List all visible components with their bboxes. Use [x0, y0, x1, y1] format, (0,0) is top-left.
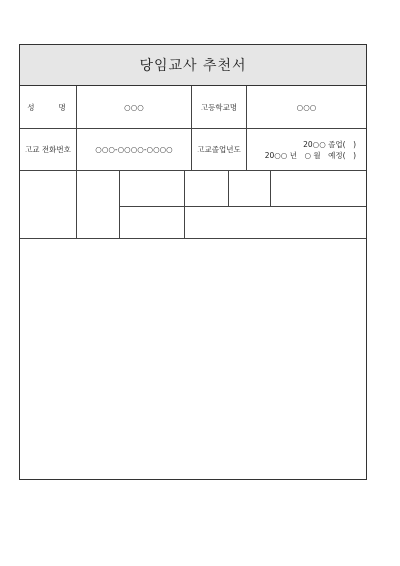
graduation-completed-line: 20○○ 졸업( ) — [303, 139, 356, 149]
graduation-year-value — [247, 129, 366, 170]
column-divider — [119, 170, 120, 238]
graduation-year-label: 고교졸업년도 — [197, 145, 241, 154]
row-divider — [119, 206, 366, 207]
form-title: 당임교사 추천서 — [20, 45, 366, 86]
graduation-expected-line: 20○○ 년 ○ 월 예정( ) — [264, 150, 356, 160]
high-school-value: ○○○ — [296, 103, 317, 112]
high-school-label: 고등학교명 — [200, 103, 238, 112]
student-name-value: ○○○ — [124, 103, 144, 112]
column-divider — [228, 170, 229, 206]
row-divider — [20, 238, 366, 239]
column-divider — [270, 170, 271, 206]
school-phone-label: 고교 전화번호 — [25, 145, 71, 154]
row-divider — [20, 170, 366, 171]
name-label: 성 명 — [27, 103, 69, 112]
recommendation-form — [19, 44, 367, 480]
column-divider — [184, 170, 185, 238]
school-phone-value: ○○○-○○○○-○○○○ — [95, 145, 173, 154]
